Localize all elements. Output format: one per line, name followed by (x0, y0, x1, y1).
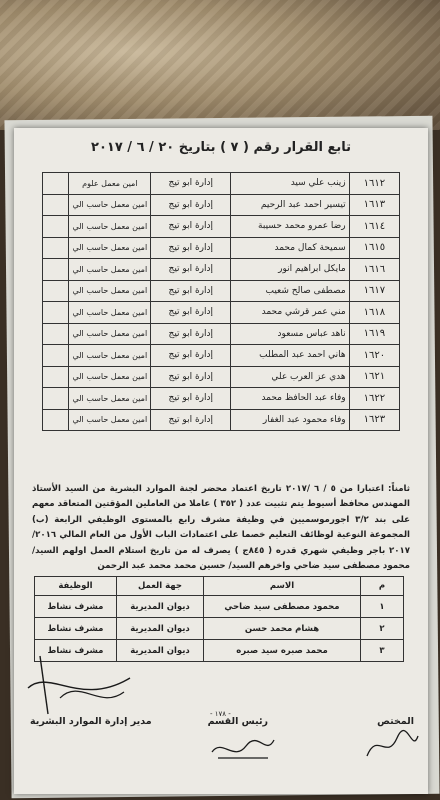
employee-number: ١٦١٥ (349, 237, 399, 259)
employee-department: إدارة ابو تيج (151, 173, 231, 195)
blank-cell (43, 345, 69, 367)
table-row (43, 302, 400, 324)
employee-department: إدارة ابو تيج (151, 366, 231, 388)
table-row (43, 323, 400, 345)
employee-number: ١٦٢١ (349, 366, 399, 388)
employee-department: إدارة ابو تيج (151, 388, 231, 410)
employee-number: ١٦٢٣ (349, 409, 399, 431)
employee-number: ١٦١٦ (349, 259, 399, 281)
table-row (43, 280, 400, 302)
employee-name: تيسير احمد عبد الرحيم (231, 194, 349, 216)
table-row (43, 259, 400, 281)
decree-title: تابع القرار رقم ( ٧ ) بتاريخ ٢٠ / ٦ / ٢٠١٧ (91, 140, 351, 155)
document-page (14, 128, 428, 794)
dept-head-label: رئيس القسم (207, 716, 268, 727)
decree-paragraph: ثامناً: اعتبارا من ٥ / ٦ /٢٠١٧ تاريخ اعتماد محضر لجنة الموارد البشرية من السيد الأستاذ المهندس محافظ أسيوط يتم تثبيت عدد ( ٣٥٢ ) عاملا من العاملين المؤقتين المتعاقد معهم على بند ٣/٢ اجورموسميين في وظيفة مشرف رابع بالمستوى الوظيفي الرابعة (ب) المجموعة النوعية لوظائف التعليم خصما على اعتمادات الباب الأول من العام المالي ٢٠١٦/ ٢٠١٧ باجر وظيفي شهري قدره ( ٨٤٥ج ) يصرف له من تاريخ استلام العمل اولهم السيد/ محمود مصطفى سيد ضاحي واخرهم السيد/ حسين محمد محمد عبد الرحمن (32, 484, 410, 572)
header-workplace: جهة العمل (117, 577, 204, 596)
appointment-index: ٢ (361, 618, 404, 640)
blank-cell (43, 194, 69, 216)
employee-name: سميحة كمال محمد (231, 237, 349, 259)
employee-name: رضا عمرو محمد حسيبة (231, 216, 349, 238)
appointment-name: هشام محمد حسن (204, 618, 361, 640)
employee-job: امين معمل علوم (69, 173, 151, 195)
employee-job: امين معمل حاسب الي (69, 345, 151, 367)
employee-number: ١٦١٣ (349, 194, 399, 216)
appointment-name: محمود مصطفى سيد ضاحي (204, 596, 361, 618)
employee-name: هاني احمد عبد المطلب (231, 345, 349, 367)
employee-number: ١٦١٧ (349, 280, 399, 302)
employee-number: ١٦١٢ (349, 173, 399, 195)
blank-cell (43, 259, 69, 281)
appointment-row (35, 596, 404, 618)
appointment-workplace: ديوان المديرية (117, 640, 204, 662)
employee-department: إدارة ابو تيج (151, 237, 231, 259)
table-row (43, 237, 400, 259)
page-number: - ١٧٨ - (210, 710, 231, 718)
employee-number: ١٦١٨ (349, 302, 399, 324)
blank-cell (43, 173, 69, 195)
employee-department: إدارة ابو تيج (151, 302, 231, 324)
employee-name: وفاء محمود عبد الغفار (231, 409, 349, 431)
appointments-header-row (35, 577, 404, 596)
specialist-label: المختص (377, 716, 414, 727)
employee-job: امين معمل حاسب الي (69, 237, 151, 259)
employee-job: امين معمل حاسب الي (69, 259, 151, 281)
employee-name: زينب علي سيد (231, 173, 349, 195)
employee-job: امين معمل حاسب الي (69, 302, 151, 324)
employee-job: امين معمل حاسب الي (69, 366, 151, 388)
hr-director-label: مدير إدارة الموارد البشرية (30, 716, 152, 727)
employee-name: هدي عز العرب علي (231, 366, 349, 388)
employee-department: إدارة ابو تيج (151, 216, 231, 238)
employee-department: إدارة ابو تيج (151, 259, 231, 281)
table-row (43, 194, 400, 216)
blank-cell (43, 388, 69, 410)
employee-number: ١٦١٤ (349, 216, 399, 238)
employee-job: امين معمل حاسب الي (69, 194, 151, 216)
employee-job: امين معمل حاسب الي (69, 216, 151, 238)
employees-table (42, 172, 400, 431)
employee-name: وفاء عبد الحافظ محمد (231, 388, 349, 410)
blank-cell (43, 216, 69, 238)
employee-name: ناهد عباس مسعود (231, 323, 349, 345)
table-row (43, 345, 400, 367)
appointment-index: ١ (361, 596, 404, 618)
employee-job: امين معمل حاسب الي (69, 409, 151, 431)
header-job: الوظيفة (35, 577, 117, 596)
dept-head-signature (208, 732, 278, 766)
appointment-job: مشرف نشاط (35, 596, 117, 618)
employee-department: إدارة ابو تيج (151, 345, 231, 367)
appointment-job: مشرف نشاط (35, 618, 117, 640)
employee-job: امين معمل حاسب الي (69, 323, 151, 345)
employee-number: ١٦٢٢ (349, 388, 399, 410)
blank-cell (43, 366, 69, 388)
official-stamp-signature (20, 648, 140, 718)
appointment-job: مشرف نشاط (35, 640, 117, 662)
specialist-signature (362, 726, 422, 766)
table-row (43, 388, 400, 410)
blank-cell (43, 302, 69, 324)
table-row (43, 409, 400, 431)
employee-job: امين معمل حاسب الي (69, 388, 151, 410)
appointment-workplace: ديوان المديرية (117, 596, 204, 618)
background-fabric-texture (0, 0, 440, 130)
employee-department: إدارة ابو تيج (151, 409, 231, 431)
table-row (43, 366, 400, 388)
employee-job: امين معمل حاسب الي (69, 280, 151, 302)
table-row (43, 216, 400, 238)
blank-cell (43, 280, 69, 302)
employee-name: مصطفى صالح شعيب (231, 280, 349, 302)
employee-department: إدارة ابو تيج (151, 280, 231, 302)
blank-cell (43, 237, 69, 259)
appointment-index: ٣ (361, 640, 404, 662)
header-index: م (361, 577, 404, 596)
blank-cell (43, 323, 69, 345)
appointment-name: محمد صبره سيد صبره (204, 640, 361, 662)
employee-number: ١٦٢٠ (349, 345, 399, 367)
table-row (43, 173, 400, 195)
header-name: الاسم (204, 577, 361, 596)
appointment-row (35, 618, 404, 640)
employee-name: مني عمر قرشي محمد (231, 302, 349, 324)
employee-number: ١٦١٩ (349, 323, 399, 345)
appointment-workplace: ديوان المديرية (117, 618, 204, 640)
blank-cell (43, 409, 69, 431)
employee-department: إدارة ابو تيج (151, 194, 231, 216)
employee-department: إدارة ابو تيج (151, 323, 231, 345)
employee-name: مايكل ابراهيم انور (231, 259, 349, 281)
